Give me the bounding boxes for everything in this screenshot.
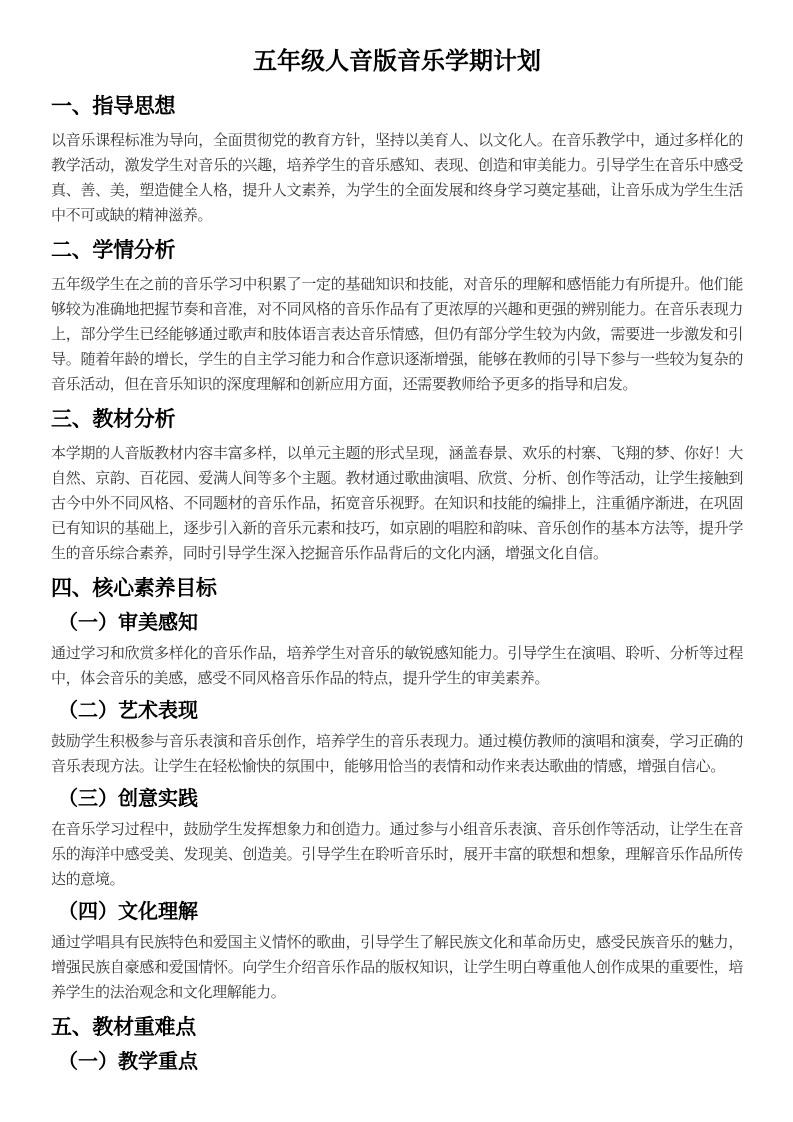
section-paragraph-textbook-analysis: 本学期的人音版教材内容丰富多样，以单元主题的形式呈现，涵盖春景、欢乐的村寨、飞翔的梦、你好！大自然、京韵、百花园、爱满人间等多个主题。教材通过歌曲演唱、欣赏、分析、创作等活动，让学生接触到古今中外不同风格、不同题材的音乐作品，拓宽音乐视野。在知识和技能的编排上，注重循序渐进，在巩固已有知识的基础上，逐步引入新的音乐元素和技巧，如京剧的唱腔和韵味、音乐创作的基本方法等，提升学生的音乐综合素养，同时引导学生深入挖掘音乐作品背后的文化内涵，增强文化自信。 xyxy=(51,445,743,562)
subsection-heading-aesthetic-perception: （一）审美感知 xyxy=(58,612,198,634)
section-paragraph-guiding-ideology: 以音乐课程标准为导向，全面贯彻党的教育方针，坚持以美育人、以文化人。在音乐教学中，通过多样化的教学活动，激发学生对音乐的兴趣，培养学生的音乐感知、表现、创造和审美能力。引导学生在音乐中感受真、善、美，塑造健全人格，提升人文素养，为学生的全面发展和终身学习奠定基础，让音乐成为学生生活中不可或缺的精神滋养。 xyxy=(51,132,743,224)
subsection-heading-teaching-focus: （一）教学重点 xyxy=(58,1051,198,1073)
section-paragraph-learner-analysis: 五年级学生在之前的音乐学习中积累了一定的基础知识和技能，对音乐的理解和感悟能力有所提升。他们能够较为准确地把握节奏和音准，对不同风格的音乐作品有了更浓厚的兴趣和更强的辨别能力。在音乐表现力上，部分学生已经能够通过歌声和肢体语言表达音乐情感，但仍有部分学生较为内敛，需要进一步激发和引导。随着年龄的增长，学生的自主学习能力和合作意识逐渐增强，能够在教师的引导下参与一些较为复杂的音乐活动，但在音乐知识的深度理解和创新应用方面，还需要教师给予更多的指导和启发。 xyxy=(51,276,743,393)
subsection-paragraph-aesthetic-perception: 通过学习和欣赏多样化的音乐作品，培养学生对音乐的敏锐感知能力。引导学生在演唱、聆听、分析等过程中，体会音乐的美感，感受不同风格音乐作品的特点，提升学生的审美素养。 xyxy=(51,645,743,687)
subsection-paragraph-creative-practice: 在音乐学习过程中，鼓励学生发挥想象力和创造力。通过参与小组音乐表演、音乐创作等活动，让学生在音乐的海洋中感受美、发现美、创造美。引导学生在聆听音乐时，展开丰富的联想和想象，理解音乐作品所传达的意境。 xyxy=(51,821,743,888)
section-heading-core-competency-goals: 四、核心素养目标 xyxy=(51,577,217,600)
subsection-heading-artistic-expression: （二）艺术表现 xyxy=(58,700,198,722)
document-title: 五年级人音版音乐学期计划 xyxy=(253,48,541,75)
subsection-heading-creative-practice: （三）创意实践 xyxy=(58,788,198,810)
subsection-heading-cultural-understanding: （四）文化理解 xyxy=(58,901,198,923)
section-heading-textbook-analysis: 三、教材分析 xyxy=(51,408,176,431)
subsection-paragraph-cultural-understanding: 通过学唱具有民族特色和爱国主义情怀的歌曲，引导学生了解民族文化和革命历史，感受民族音乐的魅力，增强民族自豪感和爱国情怀。向学生介绍音乐作品的版权知识，让学生明白尊重他人创作成果的重要性，培养学生的法治观念和文化理解能力。 xyxy=(51,934,743,1001)
section-heading-key-difficult-points: 五、教材重难点 xyxy=(51,1016,196,1039)
section-heading-guiding-ideology: 一、指导思想 xyxy=(51,95,176,118)
section-heading-learner-analysis: 二、学情分析 xyxy=(51,239,176,262)
subsection-paragraph-artistic-expression: 鼓励学生积极参与音乐表演和音乐创作，培养学生的音乐表现力。通过模仿教师的演唱和演奏，学习正确的音乐表现方法。让学生在轻松愉快的氛围中，能够用恰当的表情和动作来表达歌曲的情感，增强自信心。 xyxy=(51,733,743,775)
